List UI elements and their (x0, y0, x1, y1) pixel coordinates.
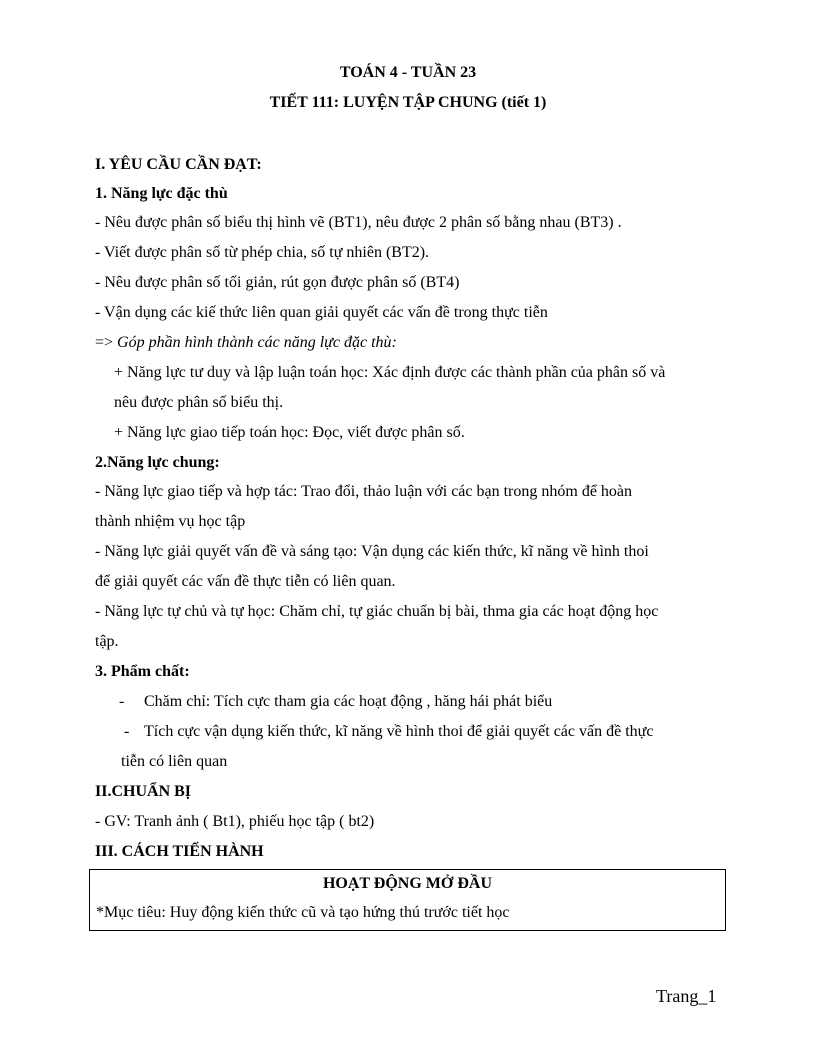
bullet: - (124, 723, 130, 740)
sub2-line: tập. (95, 633, 119, 650)
sub1-item: - Viết được phân số từ phép chia, số tự nhiên (BT2). (95, 244, 430, 261)
sub1-item: - Vận dụng các kiế thức liên quan giải quyết các vấn đề trong thực tiễn (95, 304, 548, 321)
sub2-line: thành nhiệm vụ học tập (95, 513, 246, 530)
activity-title: HOẠT ĐỘNG MỞ ĐẦU (322, 875, 493, 892)
contrib-text: Góp phần hình thành các năng lực đặc thù: (117, 334, 397, 351)
sub2-line: - Năng lực tự chủ và tự học: Chăm chỉ, tự giác chuẩn bị bài, thma gia các hoạt động học (95, 603, 659, 620)
activity-objective: *Mục tiêu: Huy động kiến thức cũ và tạo hứng thú trước tiết học (96, 904, 510, 921)
sub2-line: - Năng lực giao tiếp và hợp tác: Trao đổi, thảo luận với các bạn trong nhóm để hoàn (95, 483, 633, 500)
section2-line: - GV: Tranh ảnh ( Bt1), phiếu học tập ( bt2) (95, 813, 375, 830)
sub2-line: - Năng lực giải quyết vấn đề và sáng tạo: Vận dụng các kiến thức, kĩ năng về hình thoi (95, 543, 649, 560)
sub3-item-text: Tích cực vận dụng kiến thức, kĩ năng về hình thoi để giải quyết các vấn đề thực (144, 723, 654, 740)
arrow-text: => (95, 334, 114, 351)
sub1-item: - Nêu được phân số tối giản, rút gọn được phân số (BT4) (95, 274, 460, 291)
contrib-item: + Năng lực tư duy và lập luận toán học: Xác định được các thành phần của phân số và (114, 364, 666, 381)
sub1-heading: 1. Năng lực đặc thù (95, 185, 228, 202)
sub2-line: để giải quyết các vấn đề thực tiễn có liên quan. (95, 573, 396, 590)
contrib-line (95, 333, 397, 353)
sub3-item-text: Chăm chỉ: Tích cực tham gia các hoạt động , hăng hái phát biểu (144, 693, 553, 710)
sub3-heading: 3. Phẩm chất: (95, 663, 190, 680)
page-number: Trang_1 (656, 986, 717, 1006)
bullet: - (119, 693, 125, 710)
doc-title-2: TIẾT 111: LUYỆN TẬP CHUNG (tiết 1) (269, 94, 547, 111)
activity-box (89, 869, 726, 931)
section2-heading: II.CHUẨN BỊ (95, 783, 192, 800)
contrib-item: + Năng lực giao tiếp toán học: Đọc, viết được phân số. (114, 424, 465, 441)
sub2-heading: 2.Năng lực chung: (95, 454, 220, 471)
section1-heading: I. YÊU CẦU CẦN ĐẠT: (95, 156, 262, 173)
doc-title-1: TOÁN 4 - TUẦN 23 (339, 64, 477, 81)
sub1-item: - Nêu được phân số biểu thị hình vẽ (BT1), nêu được 2 phân số bằng nhau (BT3) . (95, 214, 622, 231)
sub3-continuation: tiễn có liên quan (121, 753, 228, 770)
contrib-item: nêu được phân số biểu thị. (114, 394, 284, 411)
section3-heading: III. CÁCH TIẾN HÀNH (95, 843, 264, 860)
